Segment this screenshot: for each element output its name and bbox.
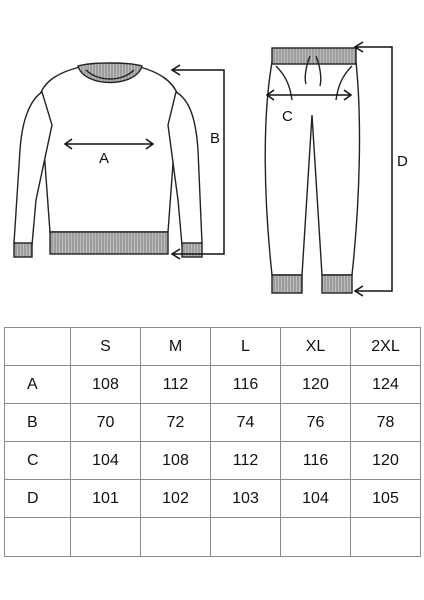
dimension-label-c: C [282,108,293,125]
measurement-label-cell: A [5,366,71,404]
sweatshirt-right-sleeve [168,92,202,245]
pants-body [265,62,359,275]
measurement-value-cell: 108 [141,442,211,480]
measurement-value-cell: 78 [351,404,421,442]
size-chart-table [4,327,421,557]
pants-drawing [265,48,359,293]
measurement-value-cell: 120 [281,366,351,404]
measurement-value-cell: 70 [71,404,141,442]
pants-waistband [272,48,356,64]
measurement-value-cell: 76 [281,404,351,442]
size-header-cell: 2XL [351,328,421,366]
measurement-value-cell: 112 [141,366,211,404]
measurement-value-cell: 104 [71,442,141,480]
measurement-label-cell: C [5,442,71,480]
pants-left-cuff [272,275,302,293]
size-header-cell: L [211,328,281,366]
dimension-label-b: B [210,130,221,147]
size-chart-body [5,328,421,557]
measurement-value-cell: 104 [281,480,351,518]
table-row [5,480,421,518]
measurement-value-cell [71,518,141,557]
sweatshirt-hem-rib [50,232,168,254]
size-header-row [5,328,421,366]
measurement-label-cell: D [5,480,71,518]
pants-right-cuff [322,275,352,293]
table-row [5,518,421,557]
measurement-value-cell: 120 [351,442,421,480]
dimension-label-a: A [99,150,110,167]
measurement-label-cell [5,518,71,557]
table-row [5,366,421,404]
measurement-value-cell: 116 [211,366,281,404]
table-row [5,442,421,480]
table-row [5,404,421,442]
measurement-value-cell: 124 [351,366,421,404]
header-corner-cell [5,328,71,366]
measurement-value-cell: 101 [71,480,141,518]
measurement-value-cell: 112 [211,442,281,480]
measurement-value-cell: 103 [211,480,281,518]
measurement-value-cell [141,518,211,557]
measurement-label-cell: B [5,404,71,442]
measurement-value-cell: 102 [141,480,211,518]
measurement-value-cell: 74 [211,404,281,442]
size-header-cell: XL [281,328,351,366]
measurement-value-cell: 108 [71,366,141,404]
measurement-value-cell [281,518,351,557]
measurement-value-cell [351,518,421,557]
measurement-value-cell: 72 [141,404,211,442]
measurement-value-cell: 105 [351,480,421,518]
size-header-cell: S [71,328,141,366]
measurement-value-cell [211,518,281,557]
sweatshirt-left-cuff [14,243,32,257]
sweatshirt-right-cuff [182,243,202,257]
measurement-value-cell: 116 [281,442,351,480]
size-header-cell: M [141,328,211,366]
dimension-label-d: D [397,153,408,170]
